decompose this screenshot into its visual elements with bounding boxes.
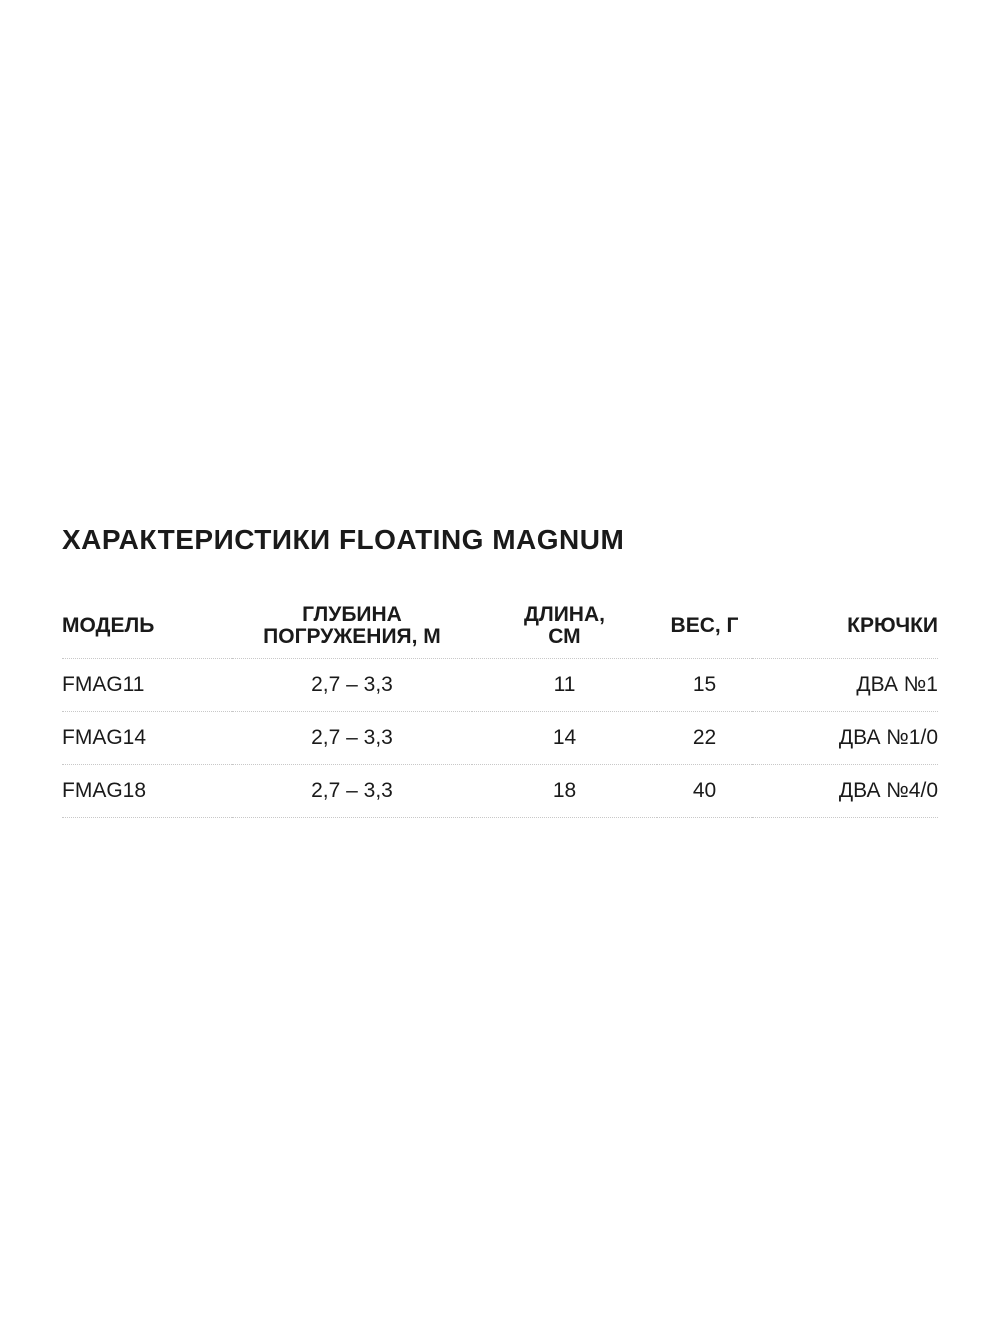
cell-length: 11 bbox=[472, 659, 657, 712]
cell-weight: 22 bbox=[657, 712, 752, 765]
cell-length: 18 bbox=[472, 765, 657, 818]
cell-length: 14 bbox=[472, 712, 657, 765]
cell-hooks: ДВА №1/0 bbox=[752, 712, 938, 765]
cell-weight: 15 bbox=[657, 659, 752, 712]
table-header-row bbox=[62, 594, 938, 659]
header-length-line2: СМ bbox=[548, 625, 581, 648]
cell-hooks: ДВА №1 bbox=[752, 659, 938, 712]
cell-depth: 2,7 – 3,3 bbox=[232, 765, 472, 818]
cell-model: FMAG18 bbox=[62, 765, 232, 818]
header-depth-line1: ГЛУБИНА bbox=[302, 603, 402, 626]
spec-section bbox=[62, 520, 938, 818]
header-weight: ВЕС, Г bbox=[657, 594, 752, 659]
header-length bbox=[472, 594, 657, 659]
cell-weight: 40 bbox=[657, 765, 752, 818]
spec-table bbox=[62, 594, 938, 818]
page-title: ХАРАКТЕРИСТИКИ FLOATING MAGNUM bbox=[62, 524, 625, 555]
header-length-line1: ДЛИНА, bbox=[524, 603, 605, 626]
cell-depth: 2,7 – 3,3 bbox=[232, 712, 472, 765]
cell-depth: 2,7 – 3,3 bbox=[232, 659, 472, 712]
header-model: МОДЕЛЬ bbox=[62, 594, 232, 659]
table-row bbox=[62, 765, 938, 818]
header-depth-line2: ПОГРУЖЕНИЯ, М bbox=[263, 625, 441, 648]
cell-hooks: ДВА №4/0 bbox=[752, 765, 938, 818]
cell-model: FMAG14 bbox=[62, 712, 232, 765]
table-row bbox=[62, 659, 938, 712]
header-hooks: КРЮЧКИ bbox=[752, 594, 938, 659]
table-row bbox=[62, 712, 938, 765]
cell-model: FMAG11 bbox=[62, 659, 232, 712]
header-depth bbox=[232, 594, 472, 659]
